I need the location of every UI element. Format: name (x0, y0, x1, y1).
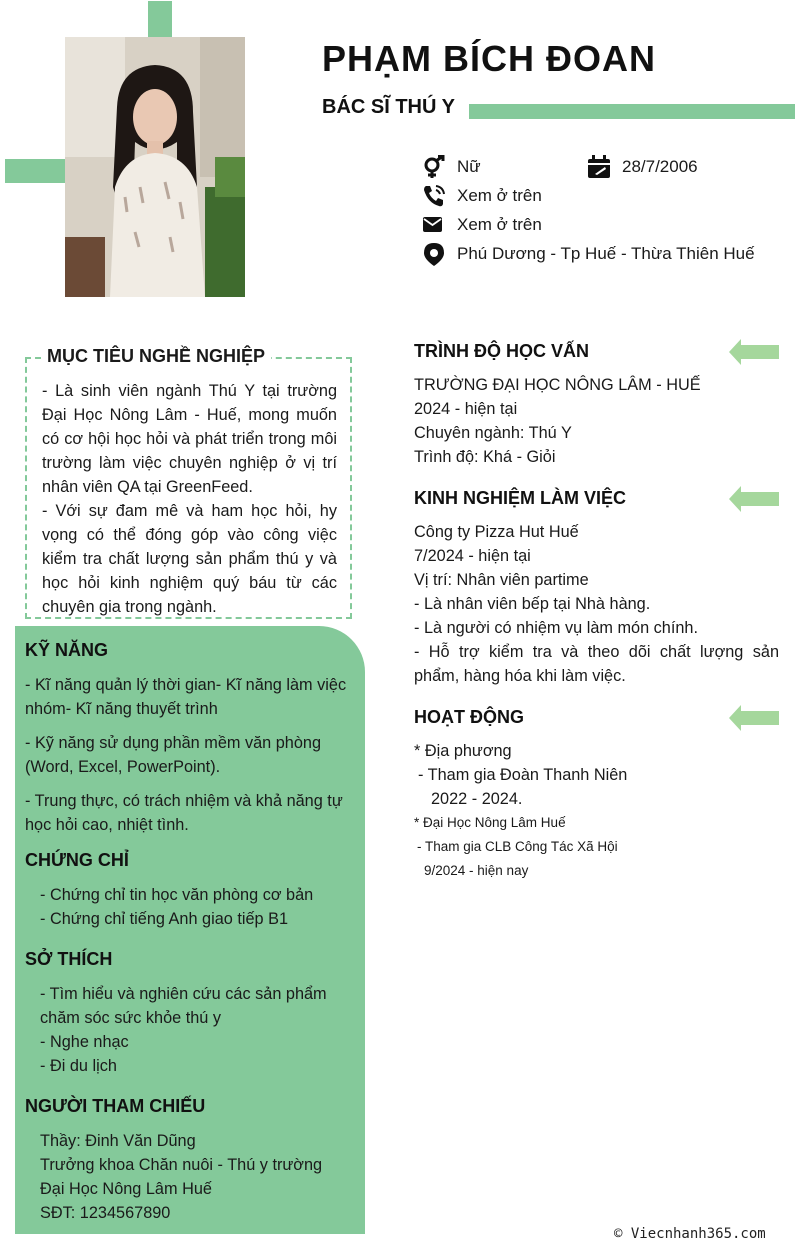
education-line: Chuyên ngành: Thú Y (414, 424, 572, 442)
reference-line: Thầy: Đinh Văn Dũng (40, 1132, 196, 1150)
education-line: TRƯỜNG ĐẠI HỌC NÔNG LÂM - HUẾ (414, 376, 701, 394)
objective-heading: MỤC TIÊU NGHỀ NGHIỆP (41, 346, 271, 367)
contact-address (422, 242, 755, 266)
certificate-item: - Chứng chỉ tin học văn phòng cơ bản (40, 886, 314, 904)
references-heading: NGƯỜI THAM CHIẾU (25, 1096, 206, 1116)
activity-line: * Địa phương (414, 742, 512, 760)
skills-heading: KỸ NĂNG (25, 640, 109, 660)
hobbies-heading: SỞ THÍCH (25, 949, 113, 969)
objective-paragraph: - Là sinh viên ngành Thú Y tại trường Đại Học Nông Lâm - Huế, mong muốn có cơ hội học hỏi và phát triển trong môi trường làm việc chuyên nghiệp ở vị trí nhân viên QA tại GreenFeed. (42, 382, 337, 496)
activities-details (414, 739, 779, 883)
activity-line-small: - Tham gia CLB Công Tác Xã Hội (417, 839, 618, 854)
activity-line: 2022 - 2024. (431, 790, 523, 808)
candidate-name: PHẠM BÍCH ĐOAN (322, 38, 656, 79)
education-heading: TRÌNH ĐỘ HỌC VẤN (414, 341, 589, 361)
contact-gender (422, 155, 481, 179)
calendar-icon (587, 155, 611, 179)
experience-line: - Là nhân viên bếp tại Nhà hàng. (414, 595, 651, 613)
experience-line: 7/2024 - hiện tại (414, 547, 531, 565)
activity-line-small: 9/2024 - hiện nay (424, 863, 529, 878)
reference-line: Trưởng khoa Chăn nuôi - Thú y trường Đại Học Nông Lâm Huế (40, 1156, 323, 1198)
objective-paragraph: - Với sự đam mê và ham học hỏi, hy vọng có thể đóng góp vào công việc kiểm tra chất lượng sản phẩm thú y và học hỏi kinh nghiệm quý báu từ các chuyên gia trong ngành. (42, 502, 337, 616)
job-title: BÁC SĨ THÚ Y (322, 96, 455, 118)
profile-photo (65, 37, 245, 297)
experience-details (414, 520, 779, 688)
contact-email (422, 213, 542, 237)
references-list (40, 1129, 345, 1225)
skills-list (25, 673, 353, 837)
certificate-item: - Chứng chỉ tiếng Anh giao tiếp B1 (40, 910, 289, 928)
hobby-item: - Đi du lịch (40, 1057, 117, 1075)
footer-credit: © Viecnhanh365.com (614, 1226, 766, 1242)
hobbies-list (40, 982, 345, 1078)
decor-left-block (5, 159, 65, 183)
education-details (414, 373, 779, 469)
education-line: Trình độ: Khá - Giỏi (414, 448, 556, 466)
phone-icon (422, 184, 446, 208)
skill-item: - Kỹ năng sử dụng phần mềm văn phòng (Word, Excel, PowerPoint). (25, 734, 322, 776)
email-value: Xem ở trên (457, 215, 542, 234)
certificates-list (40, 883, 350, 931)
phone-value: Xem ở trên (457, 186, 542, 205)
address-value: Phú Dương - Tp Huế - Thừa Thiên Huế (457, 244, 755, 263)
education-line: 2024 - hiện tại (414, 400, 518, 418)
birthdate-value: 28/7/2006 (622, 157, 698, 176)
activity-line-small: * Đại Học Nông Lâm Huế (414, 815, 566, 830)
activities-heading: HOẠT ĐỘNG (414, 707, 524, 727)
experience-heading: KINH NGHIỆM LÀM VIỆC (414, 488, 627, 508)
gender-value: Nữ (457, 157, 481, 176)
hobby-item: - Tìm hiểu và nghiên cứu các sản phẩm chăm sóc sức khỏe thú y (40, 985, 327, 1027)
contact-phone (422, 184, 542, 208)
experience-line: Công ty Pizza Hut Huế (414, 523, 579, 541)
certificates-heading: CHỨNG CHỈ (25, 850, 129, 870)
experience-line: Vị trí: Nhân viên partime (414, 571, 589, 589)
activities-arrow-icon (729, 705, 779, 731)
hobby-item: - Nghe nhạc (40, 1033, 129, 1051)
gender-icon (422, 155, 446, 179)
experience-line: - Là người có nhiệm vụ làm món chính. (414, 619, 699, 637)
map-pin-icon (422, 242, 446, 266)
objective-text (42, 379, 337, 619)
reference-line: SĐT: 1234567890 (40, 1204, 171, 1222)
activity-line: - Tham gia Đoàn Thanh Niên (418, 766, 628, 784)
decor-top-block (148, 1, 172, 37)
title-accent-bar (469, 104, 795, 119)
education-arrow-icon (729, 339, 779, 365)
skill-item: - Trung thực, có trách nhiệm và khả năng tự học hỏi cao, nhiệt tình. (25, 792, 343, 834)
envelope-icon (422, 213, 446, 237)
experience-line: - Hỗ trợ kiểm tra và theo dõi chất lượng sản phẩm, hàng hóa khi làm việc. (414, 643, 779, 685)
experience-arrow-icon (729, 486, 779, 512)
contact-birthdate (587, 155, 698, 179)
skill-item: - Kĩ năng quản lý thời gian- Kĩ năng làm việc nhóm- Kĩ năng thuyết trình (25, 676, 347, 718)
